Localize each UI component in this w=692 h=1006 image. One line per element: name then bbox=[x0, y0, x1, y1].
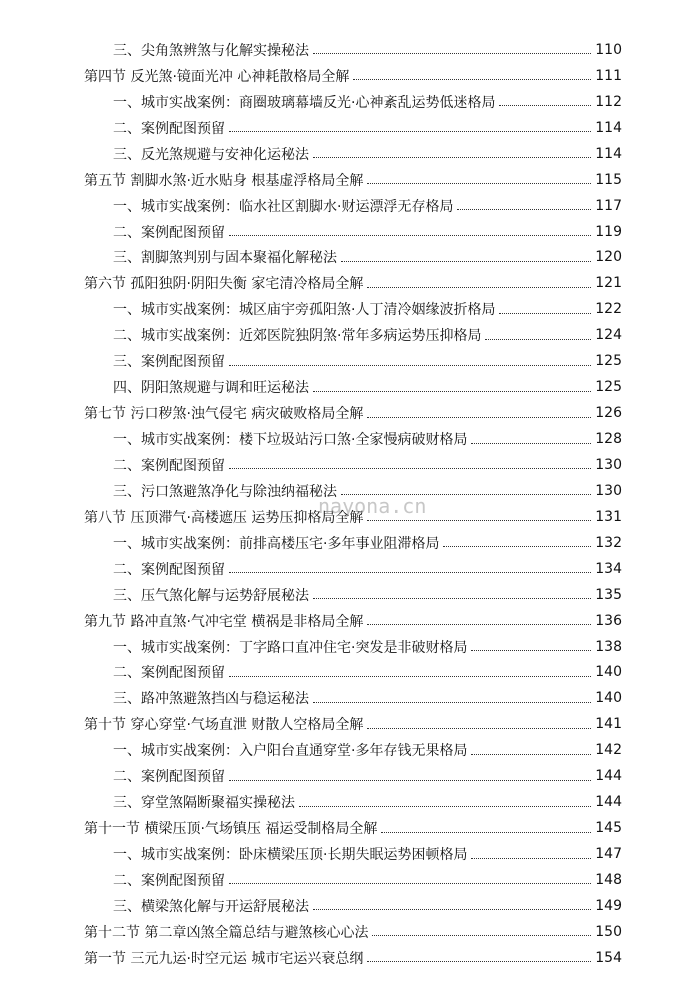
toc-entry-label: 三、横梁煞化解与开运舒展秘法 bbox=[113, 898, 309, 915]
toc-entry-label: 三、尖角煞辨煞与化解实操秘法 bbox=[113, 42, 309, 59]
toc-page-number: 147 bbox=[595, 846, 622, 863]
toc-section-entry[interactable] bbox=[0, 608, 692, 634]
toc-entry-label: 二、案例配图预留 bbox=[113, 224, 225, 241]
dot-leader bbox=[229, 572, 591, 573]
toc-subsection-entry[interactable] bbox=[0, 193, 692, 219]
toc-entry-label: 一、城市实战案例：临水社区割脚水·财运漂浮无存格局 bbox=[113, 198, 454, 215]
toc-entry-label: 三、反光煞规避与安神化运秘法 bbox=[113, 146, 309, 163]
toc-entry-label: 二、案例配图预留 bbox=[113, 769, 225, 786]
toc-section-entry[interactable] bbox=[0, 167, 692, 193]
dot-leader bbox=[367, 728, 591, 729]
dot-leader bbox=[313, 702, 591, 703]
toc-page-number: 125 bbox=[595, 379, 622, 396]
dot-leader bbox=[313, 157, 591, 158]
toc-subsection-entry[interactable] bbox=[0, 867, 692, 893]
toc-subsection-entry[interactable] bbox=[0, 296, 692, 322]
toc-subsection-entry[interactable] bbox=[0, 219, 692, 245]
toc-page-number: 140 bbox=[595, 664, 622, 681]
toc-page-number: 142 bbox=[595, 742, 622, 759]
toc-page-number: 132 bbox=[595, 534, 622, 551]
toc-section-entry[interactable] bbox=[0, 504, 692, 530]
dot-leader bbox=[341, 494, 591, 495]
toc-page-number: 130 bbox=[595, 482, 622, 499]
toc-entry-label: 二、案例配图预留 bbox=[113, 120, 225, 137]
toc-entry-label: 第七节 污口秽煞·浊气侵宅 病灾破败格局全解 bbox=[84, 406, 364, 423]
toc-entry-label: 一、城市实战案例：城区庙宇旁孤阳煞·人丁清冷姻缘波折格局 bbox=[113, 302, 496, 319]
toc-page-number: 130 bbox=[595, 456, 622, 473]
dot-leader bbox=[367, 183, 591, 184]
dot-leader bbox=[372, 935, 591, 936]
toc-subsection-entry[interactable] bbox=[0, 478, 692, 504]
toc-page-number: 110 bbox=[595, 41, 622, 58]
toc-subsection-entry[interactable] bbox=[0, 841, 692, 867]
dot-leader bbox=[485, 339, 591, 340]
toc-subsection-entry[interactable] bbox=[0, 348, 692, 374]
toc-entry-label: 第八节 压顶滞气·高楼遮压 运势压抑格局全解 bbox=[84, 509, 364, 526]
toc-subsection-entry[interactable] bbox=[0, 685, 692, 711]
toc-page-number: 119 bbox=[595, 223, 622, 240]
dot-leader bbox=[499, 105, 591, 106]
toc-page-number: 128 bbox=[595, 431, 622, 448]
toc-page-number: 117 bbox=[595, 197, 622, 214]
toc-entry-label: 一、城市实战案例：入户阳台直通穿堂·多年存钱无果格局 bbox=[113, 743, 468, 760]
toc-section-entry[interactable] bbox=[0, 919, 692, 945]
dot-leader bbox=[313, 598, 591, 599]
toc-entry-label: 二、案例配图预留 bbox=[113, 872, 225, 889]
dot-leader bbox=[353, 79, 591, 80]
toc-entry-label: 一、城市实战案例：楼下垃圾站污口煞·全家慢病破财格局 bbox=[113, 432, 468, 449]
dot-leader bbox=[229, 468, 591, 469]
toc-entry-label: 一、城市实战案例：前排高楼压宅·多年事业阻滞格局 bbox=[113, 535, 440, 552]
toc-page-number: 134 bbox=[595, 560, 622, 577]
dot-leader bbox=[313, 391, 591, 392]
toc-page-number: 111 bbox=[595, 67, 622, 84]
toc-page-number: 121 bbox=[595, 275, 622, 292]
toc-entry-label: 三、割脚煞判别与固本聚福化解秘法 bbox=[113, 250, 337, 267]
dot-leader bbox=[367, 961, 591, 962]
dot-leader bbox=[229, 883, 591, 884]
dot-leader bbox=[229, 780, 591, 781]
toc-page-number: 114 bbox=[595, 119, 622, 136]
toc-entry-label: 二、案例配图预留 bbox=[113, 665, 225, 682]
dot-leader bbox=[313, 53, 591, 54]
toc-page-number: 144 bbox=[595, 768, 622, 785]
dot-leader bbox=[229, 365, 591, 366]
table-of-contents bbox=[0, 37, 692, 971]
toc-subsection-entry[interactable] bbox=[0, 582, 692, 608]
dot-leader bbox=[381, 832, 591, 833]
toc-entry-label: 第九节 路冲直煞·气冲宅堂 横祸是非格局全解 bbox=[84, 613, 364, 630]
toc-subsection-entry[interactable] bbox=[0, 763, 692, 789]
toc-subsection-entry[interactable] bbox=[0, 426, 692, 452]
toc-entry-label: 三、路冲煞避煞挡凶与稳运秘法 bbox=[113, 691, 309, 708]
toc-subsection-entry[interactable] bbox=[0, 737, 692, 763]
dot-leader bbox=[443, 546, 591, 547]
toc-section-entry[interactable] bbox=[0, 945, 692, 971]
toc-page-number: 154 bbox=[595, 949, 622, 966]
dot-leader bbox=[367, 624, 591, 625]
toc-page-number: 135 bbox=[595, 586, 622, 603]
toc-page-number: 141 bbox=[595, 716, 622, 733]
toc-entry-label: 第十一节 横梁压顶·气场镇压 福运受制格局全解 bbox=[84, 821, 378, 838]
dot-leader bbox=[499, 313, 591, 314]
toc-subsection-entry[interactable] bbox=[0, 245, 692, 271]
dot-leader bbox=[313, 909, 591, 910]
toc-section-entry[interactable] bbox=[0, 711, 692, 737]
toc-subsection-entry[interactable] bbox=[0, 37, 692, 63]
dot-leader bbox=[471, 650, 591, 651]
toc-entry-label: 二、案例配图预留 bbox=[113, 457, 225, 474]
toc-entry-label: 一、城市实战案例：卧床横梁压顶·长期失眠运势困顿格局 bbox=[113, 847, 468, 864]
toc-subsection-entry[interactable] bbox=[0, 322, 692, 348]
toc-page-number: 145 bbox=[595, 820, 622, 837]
toc-section-entry[interactable] bbox=[0, 270, 692, 296]
dot-leader bbox=[457, 209, 591, 210]
toc-subsection-entry[interactable] bbox=[0, 634, 692, 660]
dot-leader bbox=[471, 443, 591, 444]
toc-page-number: 120 bbox=[595, 249, 622, 266]
dot-leader bbox=[341, 261, 591, 262]
toc-entry-label: 一、城市实战案例：丁字路口直冲住宅·突发是非破财格局 bbox=[113, 639, 468, 656]
toc-page-number: 115 bbox=[595, 171, 622, 188]
toc-section-entry[interactable] bbox=[0, 63, 692, 89]
toc-section-entry[interactable] bbox=[0, 815, 692, 841]
toc-page-number: 122 bbox=[595, 301, 622, 318]
toc-entry-label: 二、城市实战案例：近郊医院独阴煞·常年多病运势压抑格局 bbox=[113, 328, 482, 345]
toc-subsection-entry[interactable] bbox=[0, 89, 692, 115]
dot-leader bbox=[229, 676, 591, 677]
toc-entry-label: 四、阴阳煞规避与调和旺运秘法 bbox=[113, 380, 309, 397]
toc-page-number: 144 bbox=[595, 794, 622, 811]
toc-page-number: 138 bbox=[595, 638, 622, 655]
toc-entry-label: 第四节 反光煞·镜面光冲 心神耗散格局全解 bbox=[84, 68, 350, 85]
toc-subsection-entry[interactable] bbox=[0, 530, 692, 556]
toc-page-number: 148 bbox=[595, 871, 622, 888]
toc-entry-label: 第六节 孤阳独阴·阴阳失衡 家宅清冷格局全解 bbox=[84, 276, 364, 293]
dot-leader bbox=[471, 858, 591, 859]
toc-subsection-entry[interactable] bbox=[0, 452, 692, 478]
toc-entry-label: 三、案例配图预留 bbox=[113, 354, 225, 371]
toc-page-number: 125 bbox=[595, 353, 622, 370]
toc-entry-label: 二、案例配图预留 bbox=[113, 561, 225, 578]
toc-subsection-entry[interactable] bbox=[0, 141, 692, 167]
toc-subsection-entry[interactable] bbox=[0, 893, 692, 919]
toc-page-number: 149 bbox=[595, 897, 622, 914]
toc-page-number: 114 bbox=[595, 145, 622, 162]
toc-entry-label: 第十节 穿心穿堂·气场直泄 财散人空格局全解 bbox=[84, 717, 364, 734]
watermark: nayona.cn bbox=[318, 494, 427, 518]
toc-entry-label: 第一节 三元九运·时空元运 城市宅运兴衰总纲 bbox=[84, 950, 364, 967]
toc-subsection-entry[interactable] bbox=[0, 556, 692, 582]
toc-page-number: 112 bbox=[595, 93, 622, 110]
dot-leader bbox=[299, 806, 591, 807]
toc-subsection-entry[interactable] bbox=[0, 789, 692, 815]
dot-leader bbox=[229, 235, 591, 236]
toc-entry-label: 三、穿堂煞隔断聚福实操秘法 bbox=[113, 795, 295, 812]
dot-leader bbox=[367, 287, 591, 288]
toc-subsection-entry[interactable] bbox=[0, 115, 692, 141]
toc-entry-label: 第十二节 第二章凶煞全篇总结与避煞核心心法 bbox=[84, 924, 369, 941]
toc-page-number: 140 bbox=[595, 690, 622, 707]
dot-leader bbox=[229, 131, 591, 132]
toc-page-number: 126 bbox=[595, 405, 622, 422]
toc-subsection-entry[interactable] bbox=[0, 374, 692, 400]
toc-entry-label: 一、城市实战案例：商圈玻璃幕墙反光·心神紊乱运势低迷格局 bbox=[113, 94, 496, 111]
dot-leader bbox=[471, 754, 591, 755]
toc-section-entry[interactable] bbox=[0, 400, 692, 426]
dot-leader bbox=[367, 417, 591, 418]
toc-entry-label: 三、压气煞化解与运势舒展秘法 bbox=[113, 587, 309, 604]
toc-entry-label: 第五节 割脚水煞·近水贴身 根基虚浮格局全解 bbox=[84, 172, 364, 189]
toc-page-number: 124 bbox=[595, 327, 622, 344]
toc-page-number: 150 bbox=[595, 923, 622, 940]
toc-page-number: 136 bbox=[595, 612, 622, 629]
dot-leader bbox=[367, 520, 591, 521]
toc-subsection-entry[interactable] bbox=[0, 660, 692, 686]
toc-page-number: 131 bbox=[595, 508, 622, 525]
toc-entry-label: 三、污口煞避煞净化与除浊纳福秘法 bbox=[113, 483, 337, 500]
